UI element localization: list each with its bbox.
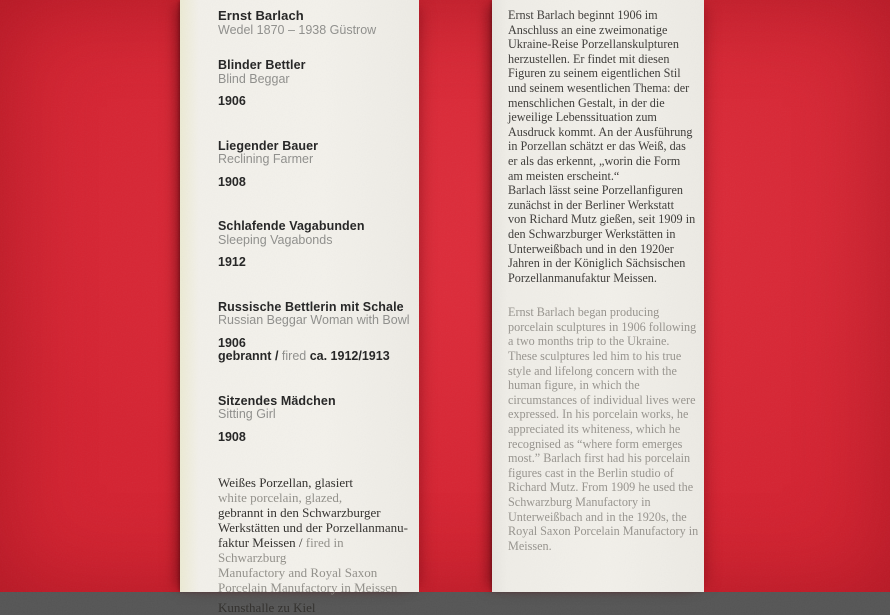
artist-name: Ernst Barlach (218, 8, 304, 23)
german-text-line: in Porzellan schätzt er das Weiß, das (508, 139, 686, 154)
german-text-line: Porzellanmanufaktur Meissen. (508, 270, 657, 285)
artist-dates: Wedel 1870 – 1938 Güstrow (218, 23, 377, 37)
fired-label-de: gebrannt / (218, 349, 282, 363)
english-paragraph (508, 305, 700, 553)
work-title-de: Russische Bettlerin mit Schale (218, 299, 404, 314)
material-segment-de: Weißes Porzellan, glasiert (218, 475, 354, 490)
material-segment-de: Werkstätten und der Porzellanmanu- (218, 520, 408, 535)
english-text-line: a two months trip to the Ukraine. (508, 334, 670, 349)
german-text-line: Unterweißbach und in den 1920er (508, 241, 674, 256)
fired-date: ca. 1912/1913 (309, 349, 390, 363)
work-fired-line (218, 350, 411, 364)
english-text-line: expressed. In his porcelain works, he (508, 407, 689, 422)
fired-label-en: fired (281, 349, 310, 363)
work-title-en: Sitting Girl (218, 407, 276, 421)
german-text-line: er als das erkennt, „worin die Form (508, 153, 681, 168)
english-text-line: Unterweißbach and in the 1920s, the (508, 509, 687, 524)
english-text-line: appreciated its whiteness, which he (508, 422, 681, 437)
material-line (218, 490, 411, 505)
works-list (218, 59, 411, 444)
material-segment-de: faktur Meissen / (218, 535, 306, 550)
german-paragraph (508, 8, 700, 285)
material-description (218, 475, 411, 595)
german-text-line: Ernst Barlach beginnt 1906 im (508, 8, 658, 22)
material-line (218, 520, 411, 535)
german-text-line: Barlach lässt seine Porzellanfiguren (508, 183, 683, 198)
work-year: 1906 (218, 335, 246, 350)
work-title-en: Reclining Farmer (218, 152, 314, 166)
material-line (218, 535, 411, 565)
material-segment-en: Manufactory and Royal Saxon (218, 565, 378, 580)
left-label-card (180, 0, 419, 615)
german-text-line: zunächst in der Berliner Werkstatt (508, 197, 674, 212)
right-label-card (492, 0, 704, 592)
material-segment-en: Porcelain Manufactory in Meissen (218, 580, 398, 595)
work-entry (218, 59, 411, 109)
english-text-line: figures cast in the Berlin studio of (508, 465, 674, 480)
german-text-line: Ukraine-Reise Porzellanskulpturen (508, 37, 679, 52)
english-text-line: circumstances of individual lives were (508, 392, 696, 407)
work-title-de: Blinder Bettler (218, 58, 306, 72)
material-segment-en: fired in Schwarzburg (218, 535, 344, 565)
german-text-line: den Schwarzburger Werkstätten in (508, 226, 676, 241)
left-card-content (180, 0, 419, 615)
german-text-line: Ausdruck kommt. An der Ausführung (508, 124, 693, 139)
material-line (218, 580, 411, 595)
german-text-line: herzustellen. Er findet mit diesen (508, 51, 670, 66)
german-text-line: und seinem wesentlichen Thema: der (508, 80, 690, 95)
work-title-de: Schlafende Vagabunden (218, 219, 365, 233)
work-year: 1908 (218, 174, 246, 189)
german-text-line: von Richard Mutz gießen, seit 1909 in (508, 212, 696, 227)
german-text-line: am meisten erscheint.“ (508, 168, 620, 183)
german-text-line: menschlichen Gestalt, in der die (508, 95, 665, 110)
right-card-content (492, 0, 704, 553)
english-text-line: style and lifelong concern with the (508, 363, 677, 378)
material-line (218, 505, 411, 520)
german-text-line: Anschluss an eine zweimonatige (508, 22, 668, 37)
work-entry (218, 395, 411, 445)
material-segment-de: gebrannt in den Schwarzburger (218, 505, 381, 520)
work-title-de: Sitzendes Mädchen (218, 393, 336, 408)
english-text-line: human figure, in which the (508, 378, 640, 393)
german-text-line: Figuren zu seinem eigentlichen Stil (508, 66, 681, 81)
work-year: 1912 (218, 255, 246, 269)
english-text-line: porcelain sculptures in 1906 following (508, 319, 697, 334)
work-year: 1906 (218, 94, 246, 108)
work-title-en: Russian Beggar Woman with Bowl (218, 313, 410, 327)
material-line (218, 475, 411, 490)
english-text-line: Royal Saxon Porcelain Manufactory in (508, 524, 699, 539)
work-title-en: Blind Beggar (218, 71, 290, 86)
german-text-line: Jahren in der Königlich Sächsischen (508, 256, 686, 271)
german-text-line: jeweilige Lebenssituation zum (508, 110, 657, 125)
work-entry (218, 140, 411, 190)
work-entry (218, 301, 411, 364)
english-text-line: most.” Barlach first had his porcelain (508, 451, 691, 466)
work-title-en: Sleeping Vagabonds (218, 232, 333, 247)
english-text-line: Meissen. (508, 538, 552, 553)
artist-header (218, 9, 411, 37)
material-line (218, 565, 411, 580)
english-text-line: Ernst Barlach began producing (508, 305, 660, 320)
material-segment-en: white porcelain, glazed, (218, 490, 343, 505)
english-text-line: Richard Mutz. From 1909 he used the (508, 480, 694, 495)
english-text-line: Schwarzburg Manufactory in (508, 495, 651, 509)
work-year: 1908 (218, 429, 246, 444)
work-entry (218, 220, 411, 270)
english-text-line: recognised as “where form emerges (508, 436, 683, 451)
museum-name: Kunsthalle zu Kiel (218, 600, 316, 615)
english-text-line: These sculptures led him to his true (508, 349, 682, 364)
work-title-de: Liegender Bauer (218, 138, 319, 153)
